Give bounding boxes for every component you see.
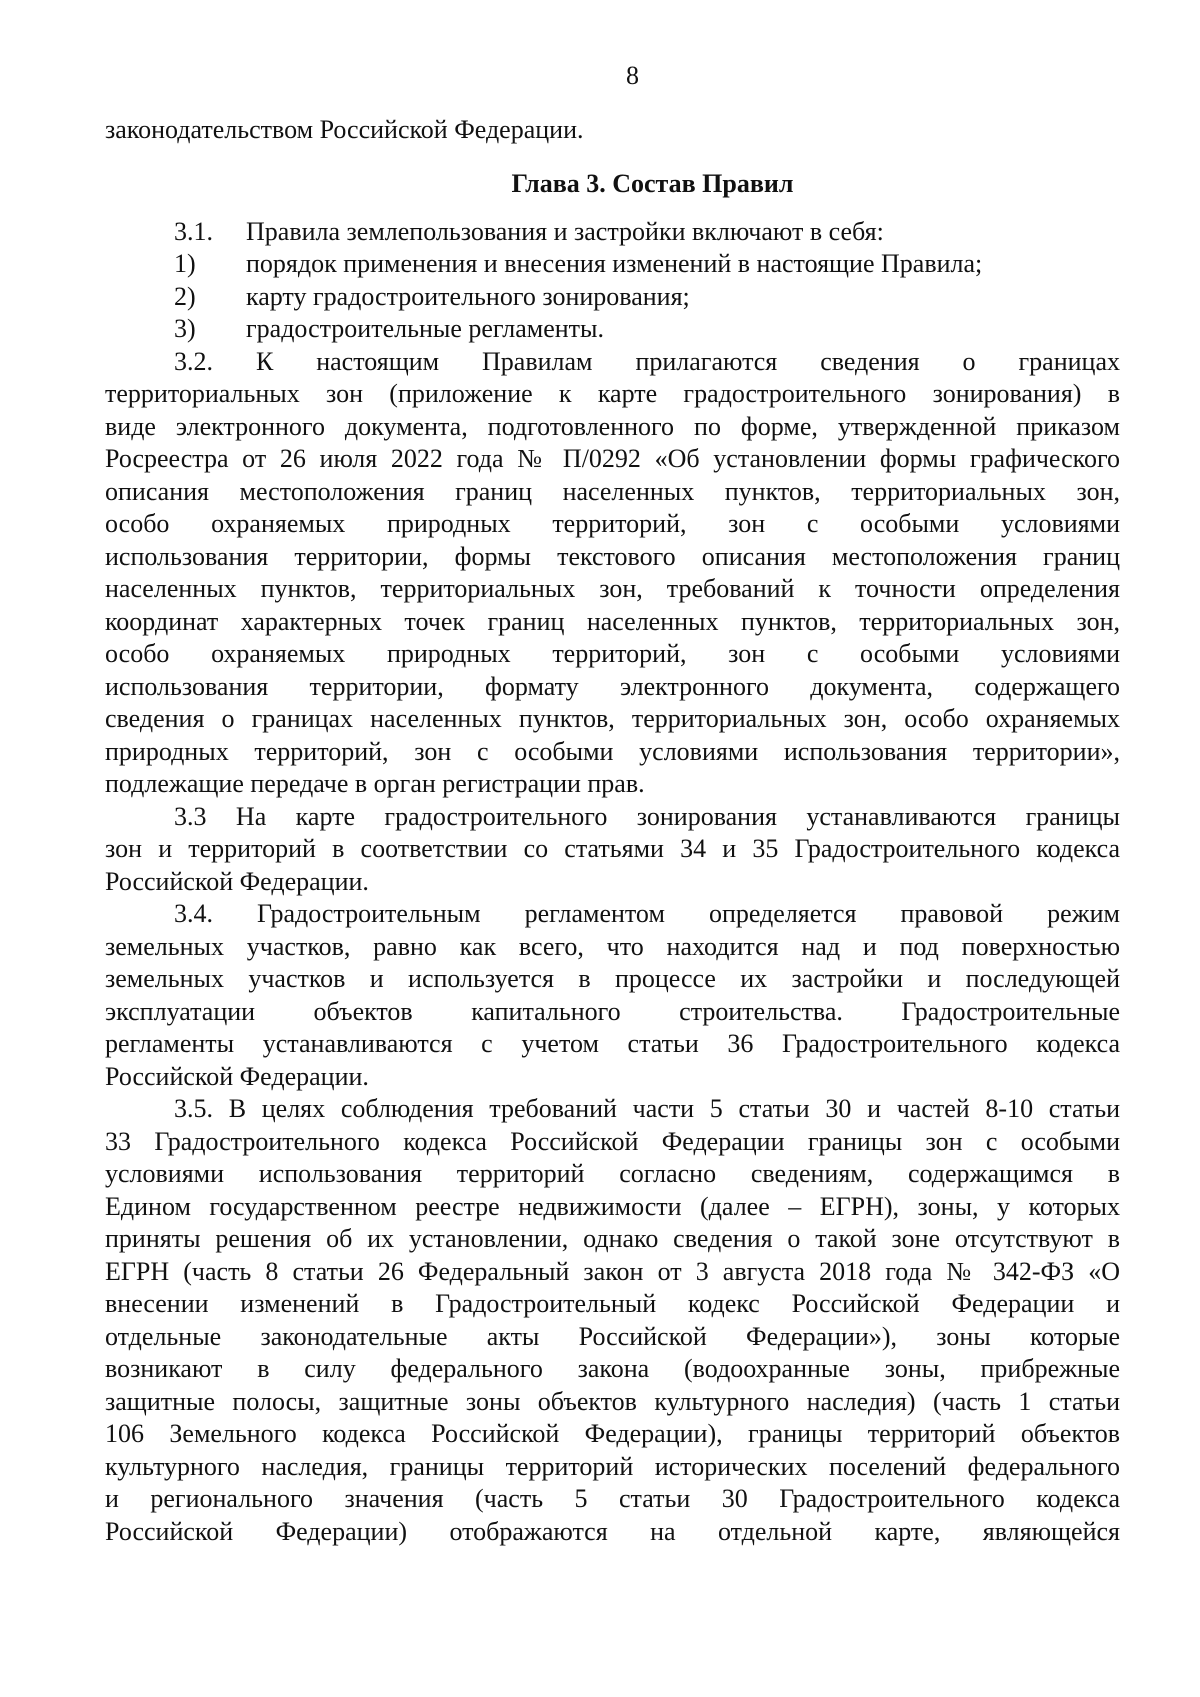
list-item-number: 3.1. [174, 216, 213, 246]
paragraph-3-4 [105, 898, 1120, 1093]
list-item-text: порядок применения и внесения изменений в настоящие Правила; [246, 249, 983, 278]
paragraph-line: регламенты устанавливаются с учетом статьи 36 Градостроительного кодекса [105, 1029, 1120, 1058]
paragraph-line: природных территорий, зон с особыми условиями использования территории», [105, 736, 1120, 766]
list-item-text: градостроительные регламенты. [246, 314, 605, 343]
list-item-number: 3) [174, 314, 196, 343]
paragraph-line: Российской Федерации) отображаются на отдельной карте, являющейся [105, 1516, 1120, 1546]
paragraph-line: подлежащие передаче в орган регистрации прав. [105, 769, 645, 798]
list-item [105, 281, 1120, 314]
paragraph-line: использования территории, формату электронного документа, содержащего [105, 671, 1120, 701]
paragraph-line: описания местоположения границ населенных пунктов, территориальных зон, [105, 476, 1120, 506]
paragraph-line: защитные полосы, защитные зоны объектов культурного наследия) (часть 1 статьи [105, 1386, 1120, 1416]
paragraph-line: Едином государственном реестре недвижимости (далее – ЕГРН), зоны, у которых [105, 1191, 1120, 1221]
paragraph-line: Российской Федерации. [105, 866, 369, 896]
list-item-text: карту градостроительного зонирования; [246, 281, 690, 311]
paragraph-line: виде электронного документа, подготовленного по форме, утвержденной приказом [105, 411, 1120, 441]
paragraph-line: культурного наследия, границы территорий исторических поселений федерального [105, 1451, 1120, 1481]
paragraph-line: 106 Земельного кодекса Российской Федерации), границы территорий объектов [105, 1419, 1120, 1448]
paragraph-line: Российской Федерации. [105, 1061, 369, 1091]
list-item-number: 2) [174, 281, 196, 311]
paragraph-line: населенных пунктов, территориальных зон, требований к точности определения [105, 574, 1120, 603]
page-number: 8 [626, 61, 639, 90]
paragraph-line: использования территории, формы текстового описания местоположения границ [105, 541, 1120, 571]
list-item [105, 248, 1120, 281]
list-item [105, 313, 1120, 346]
paragraph-3-5 [105, 1093, 1120, 1548]
paragraph-line: условиями использования территорий согласно сведениям, содержащимся в [105, 1159, 1120, 1188]
list-item-number: 1) [174, 249, 196, 278]
paragraph-line: 3.2. К настоящим Правилам прилагаются сведения о границах [174, 346, 1120, 376]
paragraph-3-2 [105, 346, 1120, 801]
paragraph-line: территориальных зон (приложение к карте градостроительного зонирования) в [105, 379, 1120, 408]
paragraph-line: особо охраняемых природных территорий, зон с особыми условиями [105, 639, 1120, 668]
paragraph-line: зон и территорий в соответствии со статьями 34 и 35 Градостроительного кодекса [105, 834, 1120, 863]
paragraph-line: земельных участков и используется в процессе их застройки и последующей [105, 964, 1120, 993]
composition-list [105, 216, 1120, 346]
paragraph-line: 3.4. Градостроительным регламентом определяется правовой режим [174, 899, 1120, 928]
paragraph-line: 33 Градостроительного кодекса Российской Федерации границы зон с особыми [105, 1126, 1120, 1156]
paragraph-line: приняты решения об их установлении, однако сведения о такой зоне отсутствуют в [105, 1224, 1120, 1253]
list-item-text: Правила землепользования и застройки включают в себя: [246, 216, 884, 246]
paragraph-line: внесении изменений в Градостроительный кодекс Российской Федерации и [105, 1289, 1120, 1318]
paragraph-line: 3.5. В целях соблюдения требований части 5 статьи 30 и частей 8-10 статьи [174, 1094, 1120, 1123]
chapter-title: Глава 3. Состав Правил [511, 169, 794, 198]
paragraph-line: Росреестра от 26 июля 2022 года № П/0292 «Об установлении формы графического [105, 444, 1120, 473]
paragraph-line: сведения о границах населенных пунктов, территориальных зон, особо охраняемых [105, 704, 1120, 733]
paragraph-line: координат характерных точек границ населенных пунктов, территориальных зон, [105, 606, 1120, 636]
paragraph-line: 3.3 На карте градостроительного зонирования устанавливаются границы [174, 801, 1120, 831]
intro-line: законодательством Российской Федерации. [105, 114, 584, 144]
paragraph-line: и регионального значения (часть 5 статьи 30 Градостроительного кодекса [105, 1484, 1120, 1513]
paragraph-line: возникают в силу федерального закона (водоохранные зоны, прибрежные [105, 1354, 1120, 1383]
paragraph-line: земельных участков, равно как всего, что находится над и под поверхностью [105, 931, 1120, 961]
paragraph-line: отдельные законодательные акты Российской Федерации»), зоны которые [105, 1321, 1120, 1351]
list-item [105, 216, 1120, 249]
paragraph-3-3 [105, 801, 1120, 899]
paragraph-line: ЕГРН (часть 8 статьи 26 Федеральный закон от 3 августа 2018 года № 342-ФЗ «О [105, 1256, 1120, 1286]
paragraph-line: особо охраняемых природных территорий, зон с особыми условиями [105, 509, 1120, 538]
paragraph-line: эксплуатации объектов капитального строительства. Градостроительные [105, 996, 1120, 1026]
